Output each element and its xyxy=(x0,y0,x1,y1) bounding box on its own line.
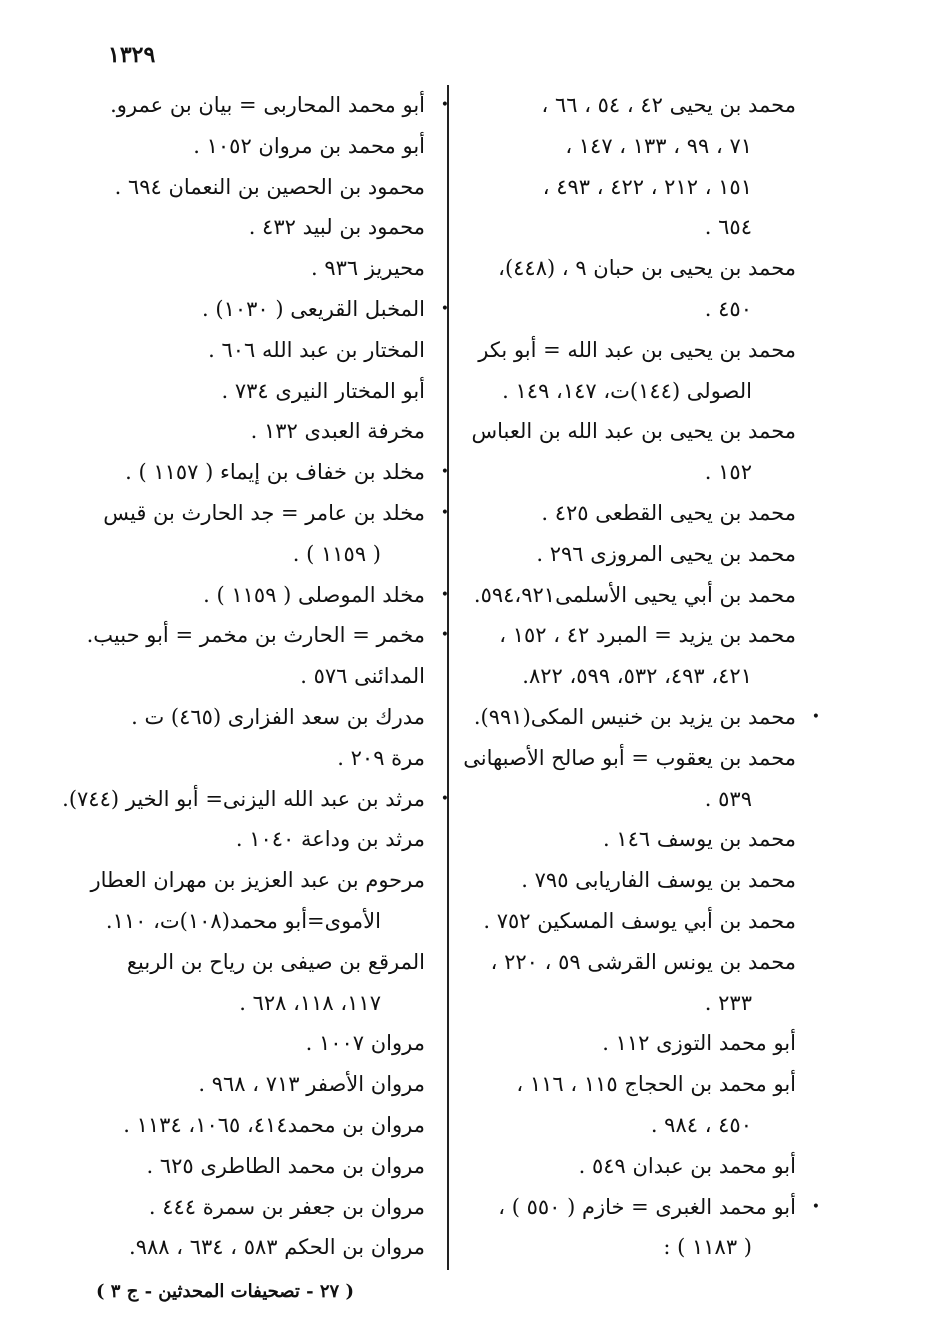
index-entry xyxy=(80,493,449,575)
index-entry xyxy=(466,1187,820,1269)
entry-marker-icon: • xyxy=(440,300,449,317)
entry-text: مرثد بن وداعة ١٠٤٠ . xyxy=(235,827,425,852)
index-entry xyxy=(80,819,425,860)
entry-text: مروان بن محمد٤١٤، ١٠٦٥، ١١٣٤ . xyxy=(123,1112,425,1137)
index-entry xyxy=(80,207,425,248)
entry-text: أبو المختار النيرى ٧٣٤ . xyxy=(221,378,425,403)
entry-continuation: ٥٣٩ . xyxy=(704,786,752,811)
index-entry xyxy=(80,330,425,371)
entry-continuation: ( ١١٥٩ ) . xyxy=(292,541,381,566)
index-entry xyxy=(62,779,449,820)
index-entry xyxy=(466,697,820,738)
entry-text: المختار بن عبد الله ٦٠٦ . xyxy=(208,337,425,362)
entry-marker-icon: • xyxy=(440,504,449,521)
entry-text: محمد بن يحيى ٤٢ ، ٥٤ ، ٦٦ ، xyxy=(541,93,796,117)
index-entry xyxy=(466,411,796,493)
column-divider xyxy=(447,85,449,1270)
entry-text: محمود بن لبيد ٤٣٢ . xyxy=(248,215,425,240)
entry-text: مخلد بن خفاف بن إيماء ( ١١٥٧ ) . xyxy=(125,460,425,485)
index-entry xyxy=(466,942,796,1024)
page-number: ١٣٢٩ xyxy=(108,42,156,68)
index-entry xyxy=(80,411,425,452)
entry-marker-icon: • xyxy=(811,1198,820,1215)
entry-text: مروان بن الحكم ٥٨٣ ، ٦٣٤ ، ٩٨٨. xyxy=(129,1235,425,1260)
entry-text: المدائنى ٥٧٦ . xyxy=(300,664,425,689)
entry-text: محمد بن أبي يوسف المسكين ٧٥٢ . xyxy=(483,908,796,933)
index-entry xyxy=(80,656,425,697)
index-entry xyxy=(80,575,449,616)
entry-text: مدرك بن سعد الفزارى (٤٦٥) ت . xyxy=(131,704,425,729)
entry-marker-icon: • xyxy=(440,464,449,481)
index-entry xyxy=(466,85,796,248)
index-entry xyxy=(80,615,449,656)
index-entry xyxy=(80,167,425,208)
entry-text: محمد بن أبي يحيى الأسلمى٥٩٤،٩٢١. xyxy=(473,582,796,607)
entry-continuation: ١٥١ ، ٢١٢ ، ٤٢٢ ، ٤٩٣ ، xyxy=(542,174,752,199)
entry-text: محمد بن يحيى بن عبد الله بن العباس xyxy=(471,419,796,444)
entry-text: مخلد بن عامر = جد الحارث بن قيس xyxy=(103,500,425,525)
index-entry xyxy=(466,819,796,860)
entry-text: مروان ١٠٠٧ . xyxy=(305,1031,425,1056)
index-entry xyxy=(80,248,425,289)
entry-text: أبو محمد التوزى ١١٢ . xyxy=(602,1031,796,1056)
index-entry xyxy=(466,575,796,616)
index-entry xyxy=(80,860,425,942)
entry-text: أبو محمد المحاربى = بيان بن عمرو. xyxy=(110,93,425,117)
entry-text: مروان الأصفر ٧١٣ ، ٩٦٨ . xyxy=(198,1072,425,1097)
index-entry xyxy=(466,330,796,412)
entry-text: مخلد الموصلى ( ١١٥٩ ) . xyxy=(203,582,425,607)
index-entry xyxy=(80,1227,425,1268)
entry-marker-icon: • xyxy=(440,627,449,644)
entry-continuation: ٧١ ، ٩٩ ، ١٣٣ ، ١٤٧ ، xyxy=(565,133,752,158)
index-entry xyxy=(80,1105,425,1146)
entry-text: مرحوم بن عبد العزيز بن مهران العطار xyxy=(90,868,425,893)
entry-text: محمد بن يوسف الفاريابى ٧٩٥ . xyxy=(521,868,796,893)
entry-continuation: الأموى=أبو محمد(١٠٨)ت، ١١٠. xyxy=(105,908,381,933)
index-entry xyxy=(80,697,425,738)
entry-text: محمود بن الحصين بن النعمان ٦٩٤ . xyxy=(114,174,425,199)
index-entry xyxy=(80,1023,425,1064)
entry-continuation: ٦٥٤ . xyxy=(704,215,752,240)
index-entry xyxy=(466,860,796,901)
index-entry xyxy=(80,289,449,330)
index-entry xyxy=(80,738,425,779)
entry-text: أبو محمد بن مروان ١٠٥٢ . xyxy=(193,133,425,158)
index-entry xyxy=(80,1146,425,1187)
entry-text: محمد بن يزيد بن خنيس المكى(٩٩١). xyxy=(473,704,796,729)
entry-text: محمد بن يحيى بن عبد الله = أبو بكر xyxy=(478,337,796,362)
entry-text: أبو محمد الغبرى = خازم ( ٥٥٠ ) ، xyxy=(498,1194,796,1219)
page-footer: ( ٢٧ - تصحيفات المحدثين - ج ٣ ) xyxy=(95,1281,355,1302)
entry-text: أبو محمد بن الحجاج ١١٥ ، ١١٦ ، xyxy=(516,1072,796,1097)
entry-continuation: ٢٣٣ . xyxy=(704,990,752,1015)
entry-text: مرة ٢٠٩ . xyxy=(337,745,425,770)
index-entry xyxy=(466,1023,796,1064)
entry-text: مخرفة العبدى ١٣٢ . xyxy=(250,419,425,444)
entry-text: محيريز ٩٣٦ . xyxy=(310,256,425,281)
entry-continuation: ٤٢١، ٤٩٣، ٥٣٢، ٥٩٩، ٨٢٢. xyxy=(522,664,752,689)
index-entry xyxy=(80,371,425,412)
entry-text: مروان بن محمد الطاطرى ٦٢٥ . xyxy=(146,1153,425,1178)
index-entry xyxy=(466,1064,796,1146)
entry-marker-icon: • xyxy=(811,708,820,725)
entry-marker-icon: • xyxy=(440,790,449,807)
entry-text: محمد بن يونس القرشى ٥٩ ، ٢٢٠ ، xyxy=(490,949,796,974)
entry-text: محمد بن يحيى بن حبان ٩ ، (٤٤٨)، xyxy=(498,256,796,281)
entry-text: مرثد بن عبد الله اليزنى= أبو الخير (٧٤٤). xyxy=(62,786,425,811)
entry-text: أبو محمد بن عبدان ٥٤٩ . xyxy=(578,1153,796,1178)
index-entry xyxy=(466,901,796,942)
index-entry xyxy=(466,615,796,697)
entry-text: المرقع بن صيفى بن رياح بن الربيع xyxy=(126,949,425,974)
entry-text: محمد بن يحيى القطعى ٤٢٥ . xyxy=(541,500,796,525)
index-column-right xyxy=(463,85,820,1268)
entry-marker-icon: • xyxy=(440,97,449,113)
entry-continuation: ( ١١٨٣ ) : xyxy=(663,1235,752,1260)
index-entry xyxy=(80,942,425,1024)
entry-continuation: ١٥٢ . xyxy=(704,460,752,485)
entry-text: مخمر = الحارث بن مخمر = أبو حبيب. xyxy=(86,623,425,648)
entry-continuation: ٤٥٠ . xyxy=(704,296,752,321)
index-entry xyxy=(466,1146,796,1187)
entry-continuation: ٤٥٠ ، ٩٨٤ . xyxy=(650,1112,752,1137)
index-entry xyxy=(466,534,796,575)
entry-text: محمد بن يحيى المروزى ٢٩٦ . xyxy=(536,541,796,566)
index-entry xyxy=(466,493,796,534)
index-column-left xyxy=(62,85,449,1268)
entry-text: مروان بن جعفر بن سمرة ٤٤٤ . xyxy=(148,1194,425,1219)
index-entry xyxy=(80,1187,425,1228)
index-entry xyxy=(80,85,449,126)
index-entry xyxy=(80,452,449,493)
entry-text: المخبل القريعى ( ١٠٣٠) . xyxy=(202,296,425,321)
entry-text: محمد بن يزيد = المبرد ٤٢ ، ١٥٢ ، xyxy=(499,623,796,648)
index-entry xyxy=(80,126,425,167)
index-entry xyxy=(463,738,796,820)
entry-continuation: الصولى (١٤٤)ت، ١٤٧، ١٤٩ . xyxy=(502,378,752,403)
entry-continuation: ١١٧، ١١٨، ٦٢٨ . xyxy=(239,990,381,1015)
entry-text: محمد بن يعقوب = أبو صالح الأصبهانى xyxy=(463,745,796,770)
entry-marker-icon: • xyxy=(440,586,449,603)
index-entry xyxy=(80,1064,425,1105)
index-entry xyxy=(466,248,796,330)
entry-text: محمد بن يوسف ١٤٦ . xyxy=(602,827,796,852)
